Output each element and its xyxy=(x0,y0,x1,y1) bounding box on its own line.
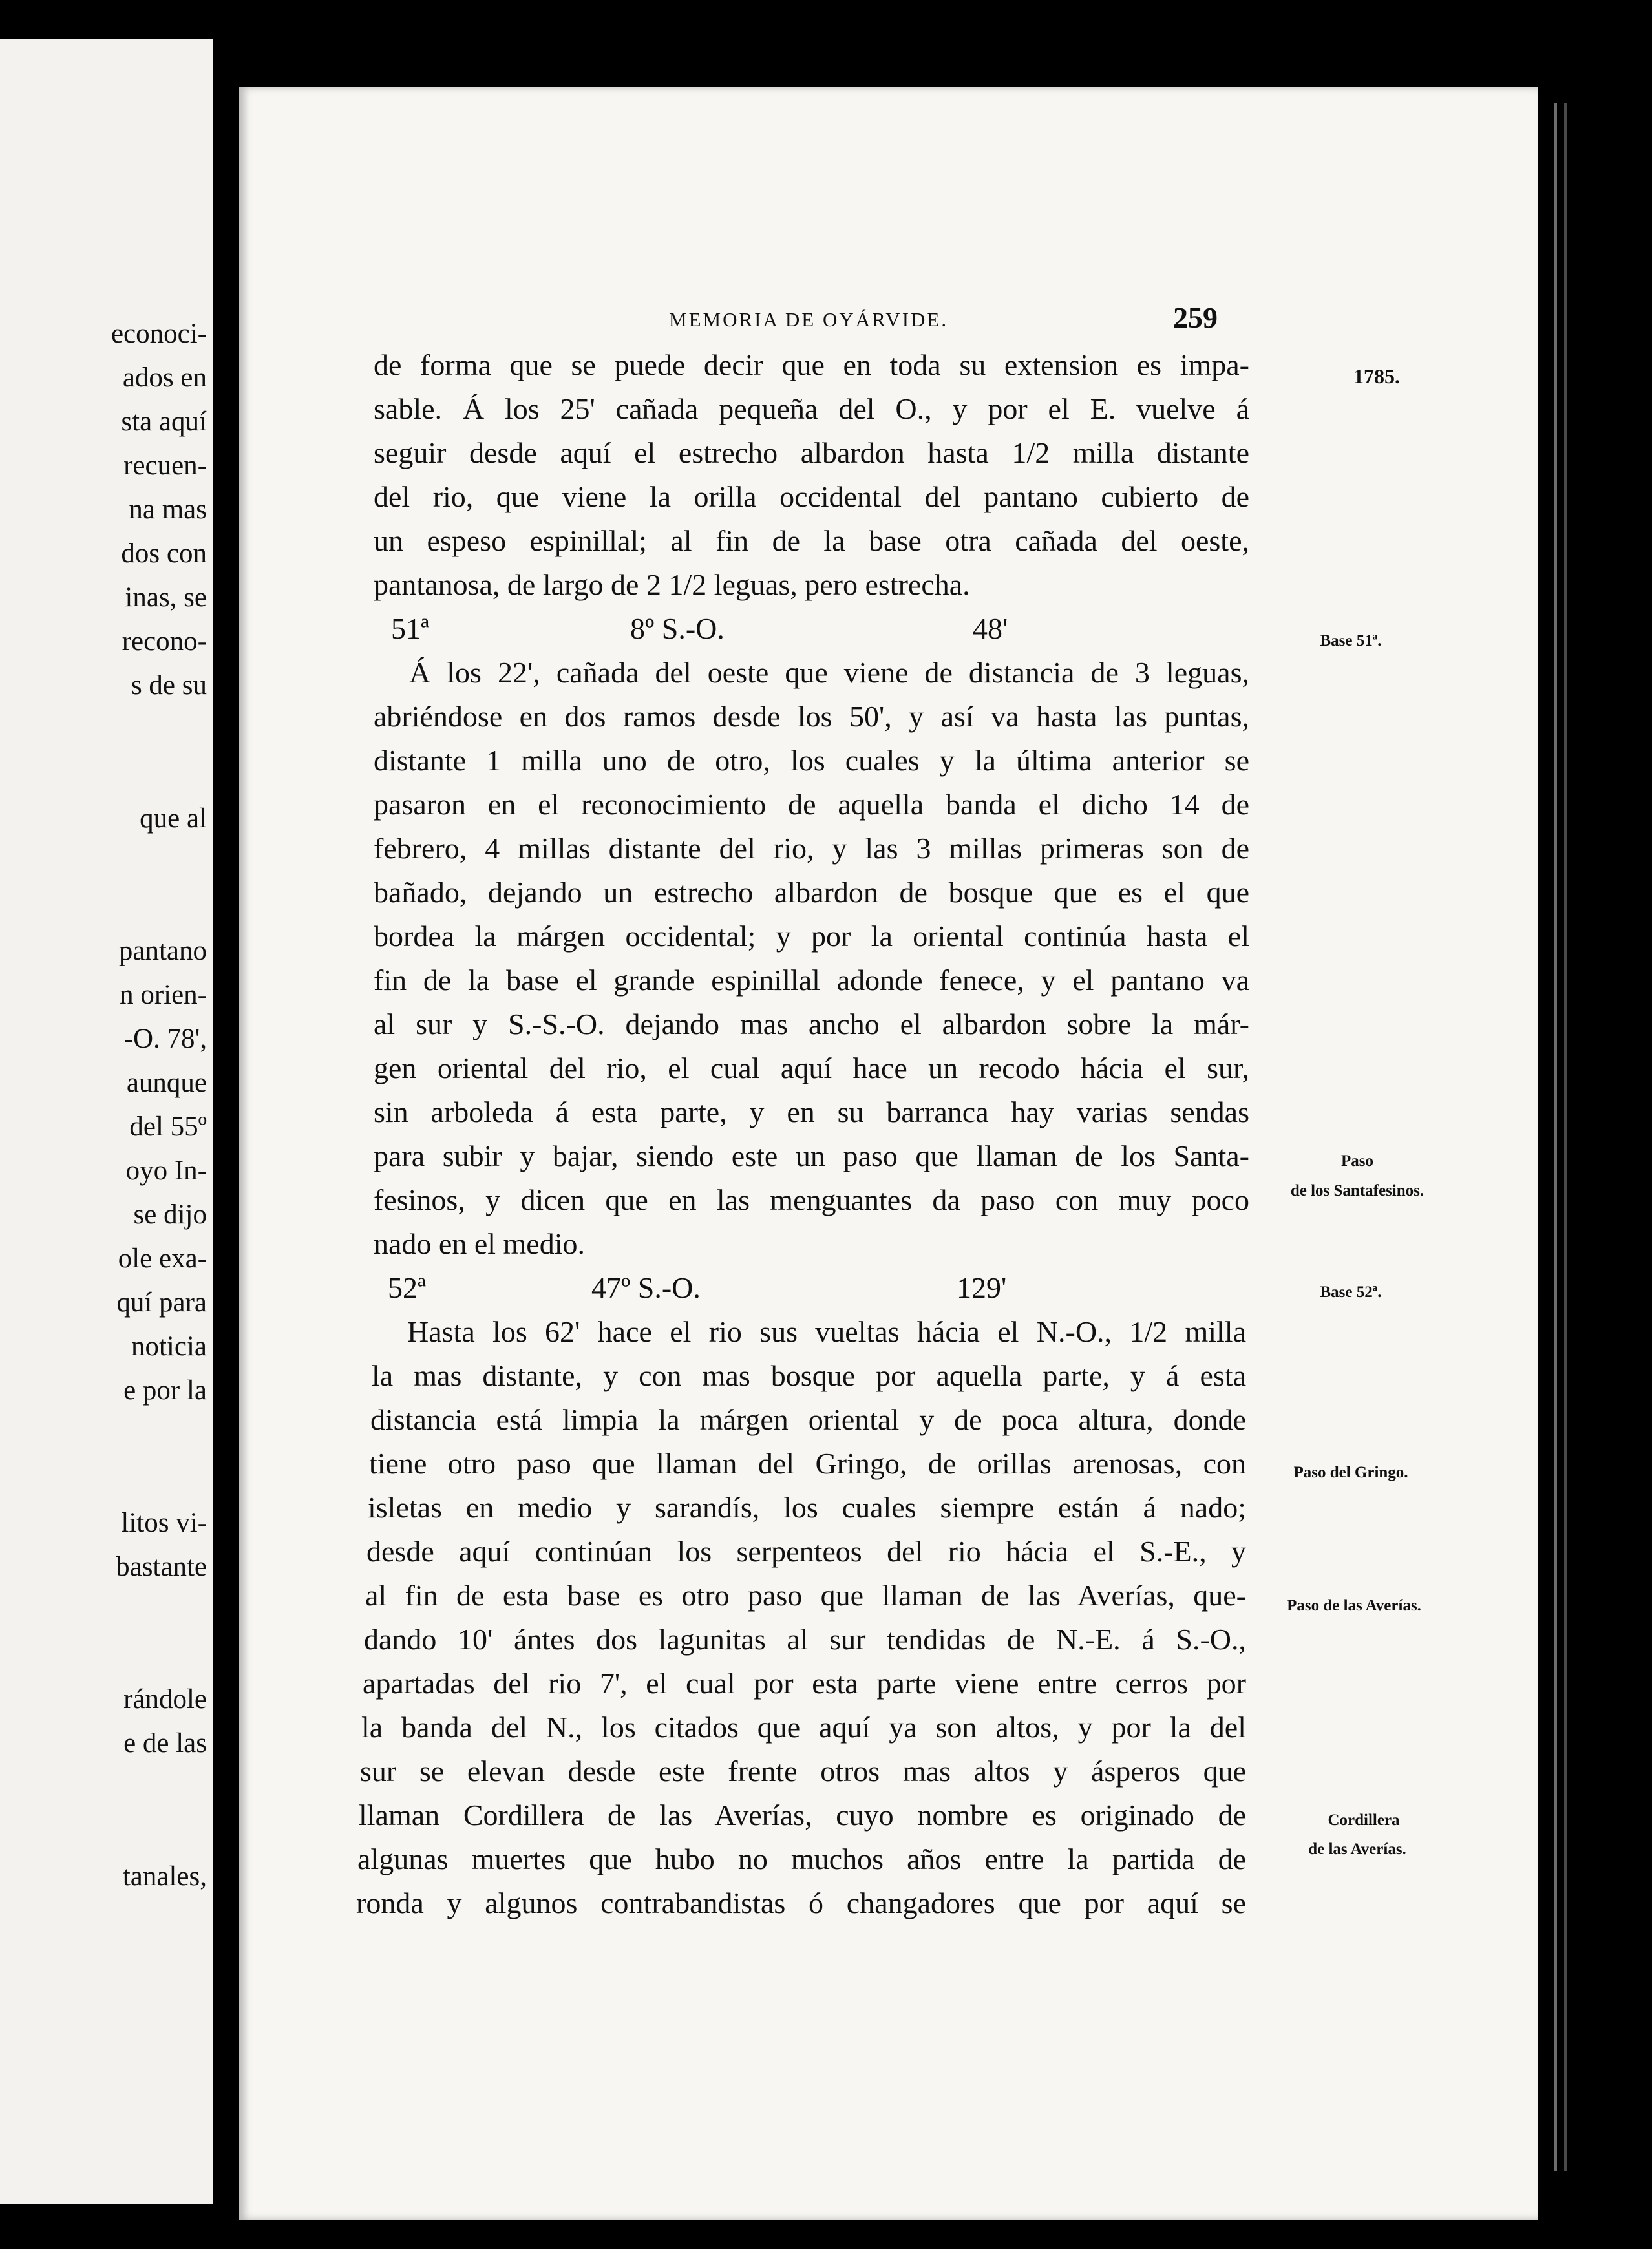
left-page-line: e por la xyxy=(123,1375,207,1406)
margin-note-cordillera: de las Averías. xyxy=(1308,1841,1406,1858)
base-52-distance: 129' xyxy=(957,1271,1007,1304)
base-51-distance: 48' xyxy=(973,612,1008,645)
text-line: fesinos, y dicen que en las menguantes da paso con muy poco xyxy=(374,1183,1249,1216)
left-page-line: que al xyxy=(140,803,207,834)
margin-note-paso-santafesinos: Paso xyxy=(1341,1152,1373,1170)
text-line: desde aquí continúan los serpenteos del rio hácia el S.-E., y xyxy=(366,1535,1246,1568)
left-page-line: sta aquí xyxy=(121,407,207,437)
text-line: pantanosa, de largo de 2 1/2 leguas, pero estrecha. xyxy=(374,568,970,601)
text-line: fin de la base el grande espinillal adonde fenece, y el pantano va xyxy=(374,964,1249,997)
text-line: pasaron en el reconocimiento de aquella banda el dicho 14 de xyxy=(374,788,1249,821)
text-line: ronda y algunos contrabandistas ó changadores que por aquí se xyxy=(356,1886,1246,1919)
text-line: tiene otro paso que llaman del Gringo, de orillas arenosas, con xyxy=(369,1447,1246,1480)
left-page-line: s de su xyxy=(131,670,207,701)
left-page-line: inas, se xyxy=(125,582,207,613)
text-line: sin arboleda á esta parte, y en su barranca hay varias sendas xyxy=(374,1095,1249,1128)
text-line: un espeso espinillal; al fin de la base otra cañada del oeste, xyxy=(374,524,1249,557)
margin-note-base-52: Base 52ª. xyxy=(1320,1283,1382,1301)
text-line: nado en el medio. xyxy=(374,1227,586,1260)
left-page-line: ole exa- xyxy=(118,1243,207,1274)
text-line: bañado, dejando un estrecho albardon de bosque que es el que xyxy=(374,876,1249,909)
left-page-line: del 55º xyxy=(129,1112,207,1142)
text-line: seguir desde aquí el estrecho albardon hasta 1/2 milla distante xyxy=(374,436,1249,469)
text-line: sable. Á los 25' cañada pequeña del O., y por el E. vuelve á xyxy=(374,392,1249,425)
left-page-line: tanales, xyxy=(122,1861,207,1892)
left-page-line: e de las xyxy=(123,1728,207,1758)
left-page-line: quí para xyxy=(116,1287,207,1318)
text-line: gen oriental del rio, el cual aquí hace un recodo hácia el sur, xyxy=(374,1051,1249,1084)
left-page-line: dos con xyxy=(121,538,207,569)
running-header: MEMORIA DE OYÁRVIDE. xyxy=(669,308,949,331)
base-51-number: 51ª xyxy=(391,612,429,645)
base-52-number: 52ª xyxy=(388,1271,426,1304)
text-line: febrero, 4 millas distante del rio, y las 3 millas primeras son de xyxy=(374,832,1249,865)
left-page-line: recono- xyxy=(122,626,207,657)
margin-note-base-51: Base 51ª. xyxy=(1320,632,1382,649)
text-line: la mas distante, y con mas bosque por aquella parte, y á esta xyxy=(372,1359,1246,1392)
base-51-direction: 8º S.-O. xyxy=(630,612,725,645)
left-page-line: -O. 78', xyxy=(123,1024,207,1054)
left-page-line: ados en xyxy=(122,363,207,393)
left-page-line: recuen- xyxy=(123,450,207,481)
left-page-line: noticia xyxy=(131,1331,207,1362)
text-line: abriéndose en dos ramos desde los 50', y así va hasta las puntas, xyxy=(374,700,1249,733)
left-page-line: econoci- xyxy=(111,319,207,349)
text-line: de forma que se puede decir que en toda su extension es impa- xyxy=(374,348,1249,381)
text-line: dando 10' ántes dos lagunitas al sur tendidas de N.-E. á S.-O., xyxy=(364,1623,1246,1656)
text-line: sur se elevan desde este frente otros mas altos y ásperos que xyxy=(360,1755,1246,1788)
left-page-line: oyo In- xyxy=(125,1156,207,1186)
page-number: 259 xyxy=(1173,301,1218,334)
text-line: isletas en medio y sarandís, los cuales siempre están á nado; xyxy=(368,1491,1246,1524)
text-line: Á los 22', cañada del oeste que viene de distancia de 3 leguas, xyxy=(409,656,1249,689)
text-line: al sur y S.-S.-O. dejando mas ancho el albardon sobre la már- xyxy=(374,1008,1249,1040)
left-page-line: na mas xyxy=(129,494,207,525)
text-line: apartadas del rio 7', el cual por esta parte viene entre cerros por xyxy=(363,1667,1246,1700)
page-edge-line xyxy=(1564,103,1567,2171)
text-line: del rio, que viene la orilla occidental del pantano cubierto de xyxy=(374,480,1249,513)
text-line: Hasta los 62' hace el rio sus vueltas hácia el N.-O., 1/2 milla xyxy=(407,1315,1246,1348)
left-page-fragment xyxy=(0,39,213,2204)
margin-note-paso-gringo: Paso del Gringo. xyxy=(1293,1464,1408,1481)
text-line: al fin de esta base es otro paso que llaman de las Averías, que- xyxy=(365,1579,1246,1612)
text-line: bordea la márgen occidental; y por la oriental continúa hasta el xyxy=(374,920,1249,953)
margin-note-paso-santafesinos: de los Santafesinos. xyxy=(1290,1182,1424,1199)
text-line: distancia está limpia la márgen oriental y de poca altura, donde xyxy=(370,1403,1246,1436)
text-line: algunas muertes que hubo no muchos años entre la partida de xyxy=(357,1842,1246,1875)
left-page-line: bastante xyxy=(116,1552,207,1582)
left-page-line: se dijo xyxy=(133,1199,207,1230)
book-gutter xyxy=(213,0,239,2249)
text-line: para subir y bajar, siendo este un paso que llaman de los Santa- xyxy=(374,1139,1249,1172)
left-page-line: pantano xyxy=(118,936,207,966)
text-line: llaman Cordillera de las Averías, cuyo nombre es originado de xyxy=(359,1799,1246,1832)
base-52-direction: 47º S.-O. xyxy=(591,1271,701,1304)
text-line: la banda del N., los citados que aquí ya son altos, y por la del xyxy=(361,1711,1246,1744)
left-page-line: litos vi- xyxy=(121,1508,207,1538)
left-page-line: rándole xyxy=(123,1684,207,1715)
page-edge-line xyxy=(1554,103,1557,2171)
left-page-line: n orien- xyxy=(120,980,207,1010)
margin-year: 1785. xyxy=(1353,364,1400,388)
margin-note-paso-averias: Paso de las Averías. xyxy=(1287,1597,1421,1614)
margin-note-cordillera: Cordillera xyxy=(1328,1811,1400,1829)
text-line: distante 1 milla uno de otro, los cuales y la última anterior se xyxy=(374,744,1249,777)
left-page-line: aunque xyxy=(126,1068,207,1098)
